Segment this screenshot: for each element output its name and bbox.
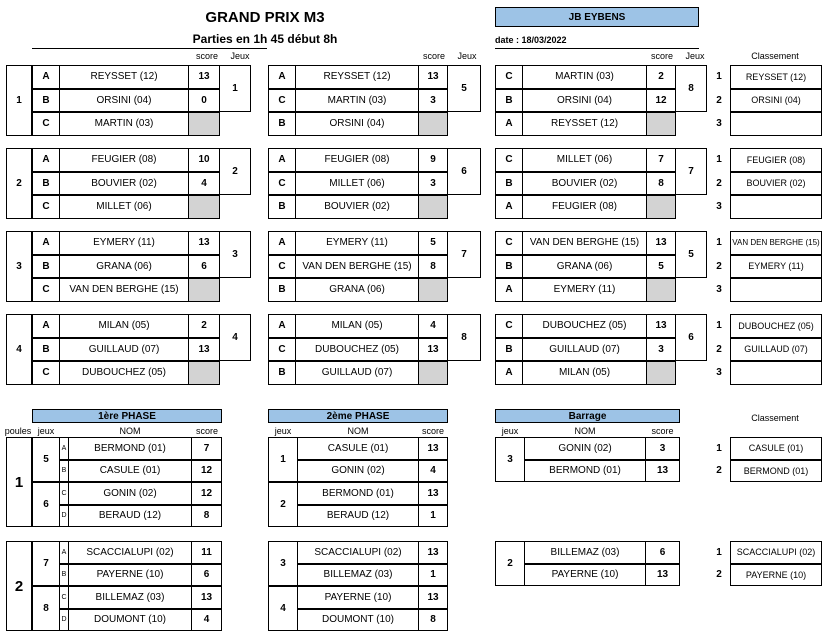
jeu-number: 3 — [507, 454, 513, 465]
player-name: VAN DEN BERGHE (15) — [69, 284, 179, 296]
player-letter: C — [505, 154, 513, 166]
player-name: GRANA (06) — [329, 284, 385, 296]
player-score — [418, 112, 448, 136]
player-name: MILAN (05) — [331, 320, 383, 332]
player-name: BOUVIER (02) — [91, 177, 157, 189]
player-name: GUILLAUD (07) — [88, 343, 160, 355]
player-name: EYMERY (11) — [326, 237, 388, 249]
player-letter: C — [278, 260, 286, 272]
player-letter: A — [42, 320, 50, 332]
player-score: 13 — [198, 237, 210, 249]
jeu-number: 6 — [461, 166, 467, 177]
jeux-header: Jeux — [457, 51, 477, 61]
rank-number: 2 — [716, 260, 722, 272]
player-score: 7 — [203, 442, 210, 454]
jeu-number: 2 — [280, 499, 286, 510]
player-score: 13 — [200, 591, 213, 603]
player-letter: B — [42, 343, 50, 355]
player-score — [418, 278, 448, 302]
rank-name: VAN DEN BERGHE (15) — [732, 237, 820, 247]
player-name: EYMERY (11) — [93, 237, 155, 249]
player-score — [646, 112, 676, 136]
table-cell — [219, 278, 251, 302]
jeu-number: 4 — [232, 332, 238, 343]
player-letter: A — [505, 284, 513, 296]
rank-name: REYSSET (12) — [745, 71, 807, 82]
player-score — [188, 278, 220, 302]
player-name: REYSSET (12) — [90, 71, 158, 83]
player-score: 13 — [198, 343, 210, 355]
player-score: 12 — [655, 94, 667, 106]
player-score: 6 — [203, 569, 210, 581]
player-name: ORSINI (04) — [329, 118, 385, 130]
player-score: 8 — [658, 177, 664, 189]
player-score: 13 — [656, 465, 669, 477]
rank-number: 1 — [716, 320, 722, 332]
player-name: GONIN (02) — [103, 487, 157, 499]
player-letter: A — [505, 201, 513, 213]
player-score: 13 — [656, 569, 669, 581]
player-score — [188, 195, 220, 219]
player-letter: C — [61, 593, 67, 601]
player-score: 8 — [430, 260, 436, 272]
player-score: 13 — [427, 71, 439, 83]
player-name: MILLET (06) — [96, 201, 152, 213]
jeu-number: 4 — [280, 603, 286, 614]
jeu-number: 6 — [688, 332, 694, 343]
player-name: GUILLAUD (07) — [549, 343, 620, 355]
player-name: SCACCIALUPI (02) — [314, 546, 402, 558]
table-cell — [675, 195, 707, 219]
player-name: DUBOUCHEZ (05) — [315, 343, 399, 355]
jeu-number: 3 — [280, 558, 286, 569]
player-name: GONIN (02) — [558, 442, 612, 454]
player-score: 5 — [658, 260, 664, 272]
player-letter: C — [278, 177, 286, 189]
player-name: FEUGIER (08) — [324, 154, 390, 166]
page-title: GRAND PRIX M3 — [205, 8, 325, 26]
score-header: score — [195, 51, 218, 61]
player-letter: D — [61, 616, 67, 624]
phase1-header: 1ère PHASE — [32, 409, 222, 423]
poules-header: poules — [4, 425, 32, 436]
player-letter: D — [61, 512, 67, 520]
player-letter: B — [42, 94, 50, 106]
jeu-number: 8 — [688, 83, 694, 94]
barrage-header: Barrage — [495, 409, 680, 423]
player-name: MARTIN (03) — [94, 118, 154, 130]
player-name: PAYERNE (10) — [551, 569, 619, 581]
player-score: 1 — [430, 510, 436, 522]
rank-number: 3 — [716, 284, 722, 296]
poule-number: 1 — [14, 473, 24, 491]
rank-number: 3 — [716, 201, 722, 213]
player-name: PAYERNE (10) — [324, 591, 392, 603]
player-letter: B — [278, 284, 286, 296]
rank-name: GUILLAUD (07) — [744, 344, 808, 355]
player-name: CASULE (01) — [327, 442, 389, 454]
player-letter: C — [278, 94, 286, 106]
player-letter: B — [505, 343, 513, 355]
player-score — [188, 112, 220, 136]
rank-name — [730, 112, 822, 136]
player-name: BERAUD (12) — [326, 510, 390, 522]
score-header: score — [650, 51, 673, 61]
player-letter: C — [505, 71, 513, 83]
player-score — [646, 361, 676, 385]
player-score: 9 — [430, 154, 436, 166]
jeu-number: 5 — [688, 249, 694, 260]
player-name: GRANA (06) — [556, 260, 613, 272]
player-score — [418, 361, 448, 385]
score-header: score — [422, 51, 445, 61]
rank-name: ORSINI (04) — [751, 95, 801, 106]
player-score — [646, 278, 676, 302]
classement-header: Classement — [751, 51, 799, 61]
player-score: 12 — [200, 487, 213, 499]
table-cell — [219, 195, 251, 219]
player-name: MILAN (05) — [98, 320, 150, 332]
classement-header-2: Classement — [751, 412, 799, 423]
player-name: PAYERNE (10) — [96, 569, 164, 581]
score-col-label: score — [195, 425, 218, 436]
rank-number: 1 — [716, 442, 722, 454]
rank-name — [730, 195, 822, 219]
player-name: FEUGIER (08) — [91, 154, 157, 166]
player-letter: C — [42, 201, 50, 213]
player-name: DUBOUCHEZ (05) — [82, 367, 166, 379]
jeu-number: 8 — [461, 332, 467, 343]
player-score: 8 — [430, 614, 436, 626]
rank-number: 2 — [716, 177, 722, 189]
player-letter: B — [278, 118, 286, 130]
table-cell — [447, 112, 481, 136]
player-score: 3 — [658, 343, 664, 355]
rank-name: PAYERNE (10) — [745, 569, 807, 580]
player-name: VAN DEN BERGHE (15) — [529, 237, 640, 249]
rank-name — [730, 361, 822, 385]
rank-number: 1 — [716, 154, 722, 166]
player-score: 3 — [430, 94, 436, 106]
player-name: BOUVIER (02) — [551, 177, 618, 189]
player-score: 3 — [659, 442, 666, 454]
player-score: 13 — [427, 546, 439, 558]
player-name: DUBOUCHEZ (05) — [542, 320, 627, 332]
player-score: 0 — [201, 94, 207, 106]
jeux-col-label: jeux — [501, 425, 519, 436]
rank-number: 3 — [716, 118, 722, 130]
player-name: MILLET (06) — [329, 177, 385, 189]
player-letter: A — [61, 444, 67, 452]
player-score — [188, 361, 220, 385]
poule-number: 2 — [14, 577, 24, 595]
player-name: BILLEMAZ (03) — [550, 546, 620, 558]
player-name: GONIN (02) — [331, 465, 385, 477]
player-letter: B — [278, 201, 286, 213]
group-number: 1 — [16, 94, 22, 106]
score-col-label: score — [651, 425, 674, 436]
player-letter: B — [278, 367, 286, 379]
jeu-number: 1 — [232, 83, 238, 94]
jeu-number: 2 — [232, 166, 238, 177]
player-letter: C — [278, 343, 286, 355]
rank-name: DUBOUCHEZ (05) — [738, 320, 814, 331]
date-label: date : 18/03/2022 — [495, 35, 567, 45]
phase2-header: 2ème PHASE — [268, 409, 448, 423]
rank-name: FEUGIER (08) — [746, 154, 806, 165]
player-score: 7 — [658, 154, 664, 166]
table-cell — [219, 361, 251, 385]
player-letter: C — [61, 489, 67, 497]
table-cell — [675, 361, 707, 385]
player-letter: A — [505, 367, 513, 379]
player-letter: B — [61, 571, 67, 579]
rank-number: 1 — [716, 237, 722, 249]
player-name: CASULE (01) — [99, 465, 161, 477]
player-letter: B — [42, 260, 50, 272]
player-letter: A — [278, 71, 286, 83]
player-letter: A — [42, 154, 50, 166]
jeux-header: Jeux — [230, 51, 250, 61]
jeux-col-label: jeux — [274, 425, 292, 436]
player-letter: C — [505, 320, 513, 332]
jeu-number: 8 — [43, 603, 49, 614]
player-name: GUILLAUD (07) — [321, 367, 393, 379]
rank-name: SCACCIALUPI (02) — [736, 547, 816, 558]
player-score: 13 — [427, 442, 439, 454]
table-cell — [219, 112, 251, 136]
table-cell — [447, 278, 481, 302]
player-letter: A — [278, 320, 286, 332]
nom-col-label: NOM — [574, 425, 596, 436]
player-name: DOUMONT (10) — [321, 614, 395, 626]
player-name: BILLEMAZ (03) — [323, 569, 393, 581]
jeux-header: Jeux — [685, 51, 705, 61]
player-name: BERMOND (01) — [322, 487, 394, 499]
rank-name: BERMOND (01) — [743, 465, 809, 476]
player-score: 4 — [203, 614, 210, 626]
jeux-col-label: jeux — [37, 425, 55, 436]
player-name: MARTIN (03) — [327, 94, 387, 106]
player-name: ORSINI (04) — [96, 94, 152, 106]
rank-number: 2 — [716, 465, 722, 477]
player-score: 6 — [659, 546, 666, 558]
player-name: MILLET (06) — [556, 154, 613, 166]
rank-number: 1 — [716, 546, 722, 558]
player-name: BILLEMAZ (03) — [95, 591, 165, 603]
rank-number: 1 — [716, 71, 722, 83]
player-letter: A — [42, 237, 50, 249]
table-cell — [675, 278, 707, 302]
jeu-number: 7 — [688, 166, 694, 177]
nom-col-label: NOM — [347, 425, 369, 436]
nom-col-label: NOM — [119, 425, 141, 436]
player-score: 4 — [201, 177, 207, 189]
player-name: FEUGIER (08) — [551, 201, 617, 213]
player-score: 1 — [430, 569, 436, 581]
player-letter: B — [61, 467, 67, 475]
player-score: 10 — [198, 154, 210, 166]
player-letter: A — [505, 118, 513, 130]
table-cell — [675, 112, 707, 136]
group-number: 4 — [16, 343, 22, 355]
rank-number: 2 — [716, 569, 722, 581]
player-score: 8 — [203, 510, 210, 522]
player-score: 13 — [198, 71, 210, 83]
group-number: 3 — [16, 260, 22, 272]
rank-name: BOUVIER (02) — [746, 178, 806, 189]
jeu-number: 5 — [461, 83, 467, 94]
player-letter: C — [505, 237, 513, 249]
player-letter: A — [278, 237, 286, 249]
player-score: 2 — [658, 71, 664, 83]
rank-number: 2 — [716, 343, 722, 355]
player-name: BERAUD (12) — [98, 510, 162, 522]
player-score — [418, 195, 448, 219]
player-score: 13 — [655, 320, 667, 332]
player-score: 11 — [201, 546, 212, 558]
player-letter: A — [278, 154, 286, 166]
jeu-number: 6 — [43, 499, 49, 510]
player-name: BERMOND (01) — [94, 442, 166, 454]
player-name: SCACCIALUPI (02) — [86, 546, 174, 558]
player-letter: B — [42, 177, 50, 189]
jeu-number: 2 — [507, 558, 513, 569]
page-subtitle: Parties en 1h 45 début 8h — [192, 32, 338, 46]
player-score: 13 — [427, 343, 439, 355]
player-score: 6 — [201, 260, 207, 272]
jeu-number: 7 — [43, 558, 49, 569]
player-name: MARTIN (03) — [555, 71, 614, 83]
rank-number: 3 — [716, 367, 722, 379]
jeu-number: 1 — [280, 454, 286, 465]
table-cell — [447, 195, 481, 219]
player-name: MILAN (05) — [558, 367, 611, 379]
player-letter: C — [42, 367, 50, 379]
player-letter: B — [505, 94, 513, 106]
table-cell — [447, 361, 481, 385]
player-score: 13 — [427, 487, 439, 499]
player-score: 5 — [430, 237, 436, 249]
player-letter: B — [505, 177, 513, 189]
player-score: 13 — [655, 237, 667, 249]
player-name: EYMERY (11) — [553, 284, 616, 296]
player-score: 13 — [427, 591, 439, 603]
group-number: 2 — [16, 177, 22, 189]
player-name: REYSSET (12) — [323, 71, 391, 83]
rank-name: CASULE (01) — [748, 443, 804, 454]
rank-name: EYMERY (11) — [748, 261, 804, 272]
player-name: ORSINI (04) — [556, 94, 612, 106]
rank-name — [730, 278, 822, 302]
player-letter: A — [42, 71, 50, 83]
player-score: 4 — [430, 320, 436, 332]
rank-number: 2 — [716, 94, 722, 106]
score-col-label: score — [421, 425, 444, 436]
jeu-number: 5 — [43, 454, 49, 465]
player-letter: B — [505, 260, 513, 272]
club-name: JB EYBENS — [495, 7, 699, 27]
player-score: 12 — [200, 465, 213, 477]
player-name: REYSSET (12) — [550, 118, 619, 130]
jeu-number: 3 — [232, 249, 238, 260]
player-letter: C — [42, 284, 50, 296]
player-score: 3 — [430, 177, 436, 189]
player-letter: C — [42, 118, 50, 130]
player-score: 4 — [430, 465, 436, 477]
player-score — [646, 195, 676, 219]
jeu-number: 7 — [461, 249, 467, 260]
player-name: VAN DEN BERGHE (15) — [302, 260, 412, 272]
player-name: DOUMONT (10) — [93, 614, 167, 626]
player-name: GRANA (06) — [96, 260, 152, 272]
player-name: BOUVIER (02) — [324, 201, 390, 213]
player-score: 2 — [201, 320, 207, 332]
player-name: BERMOND (01) — [549, 465, 621, 477]
player-letter: A — [61, 548, 67, 556]
